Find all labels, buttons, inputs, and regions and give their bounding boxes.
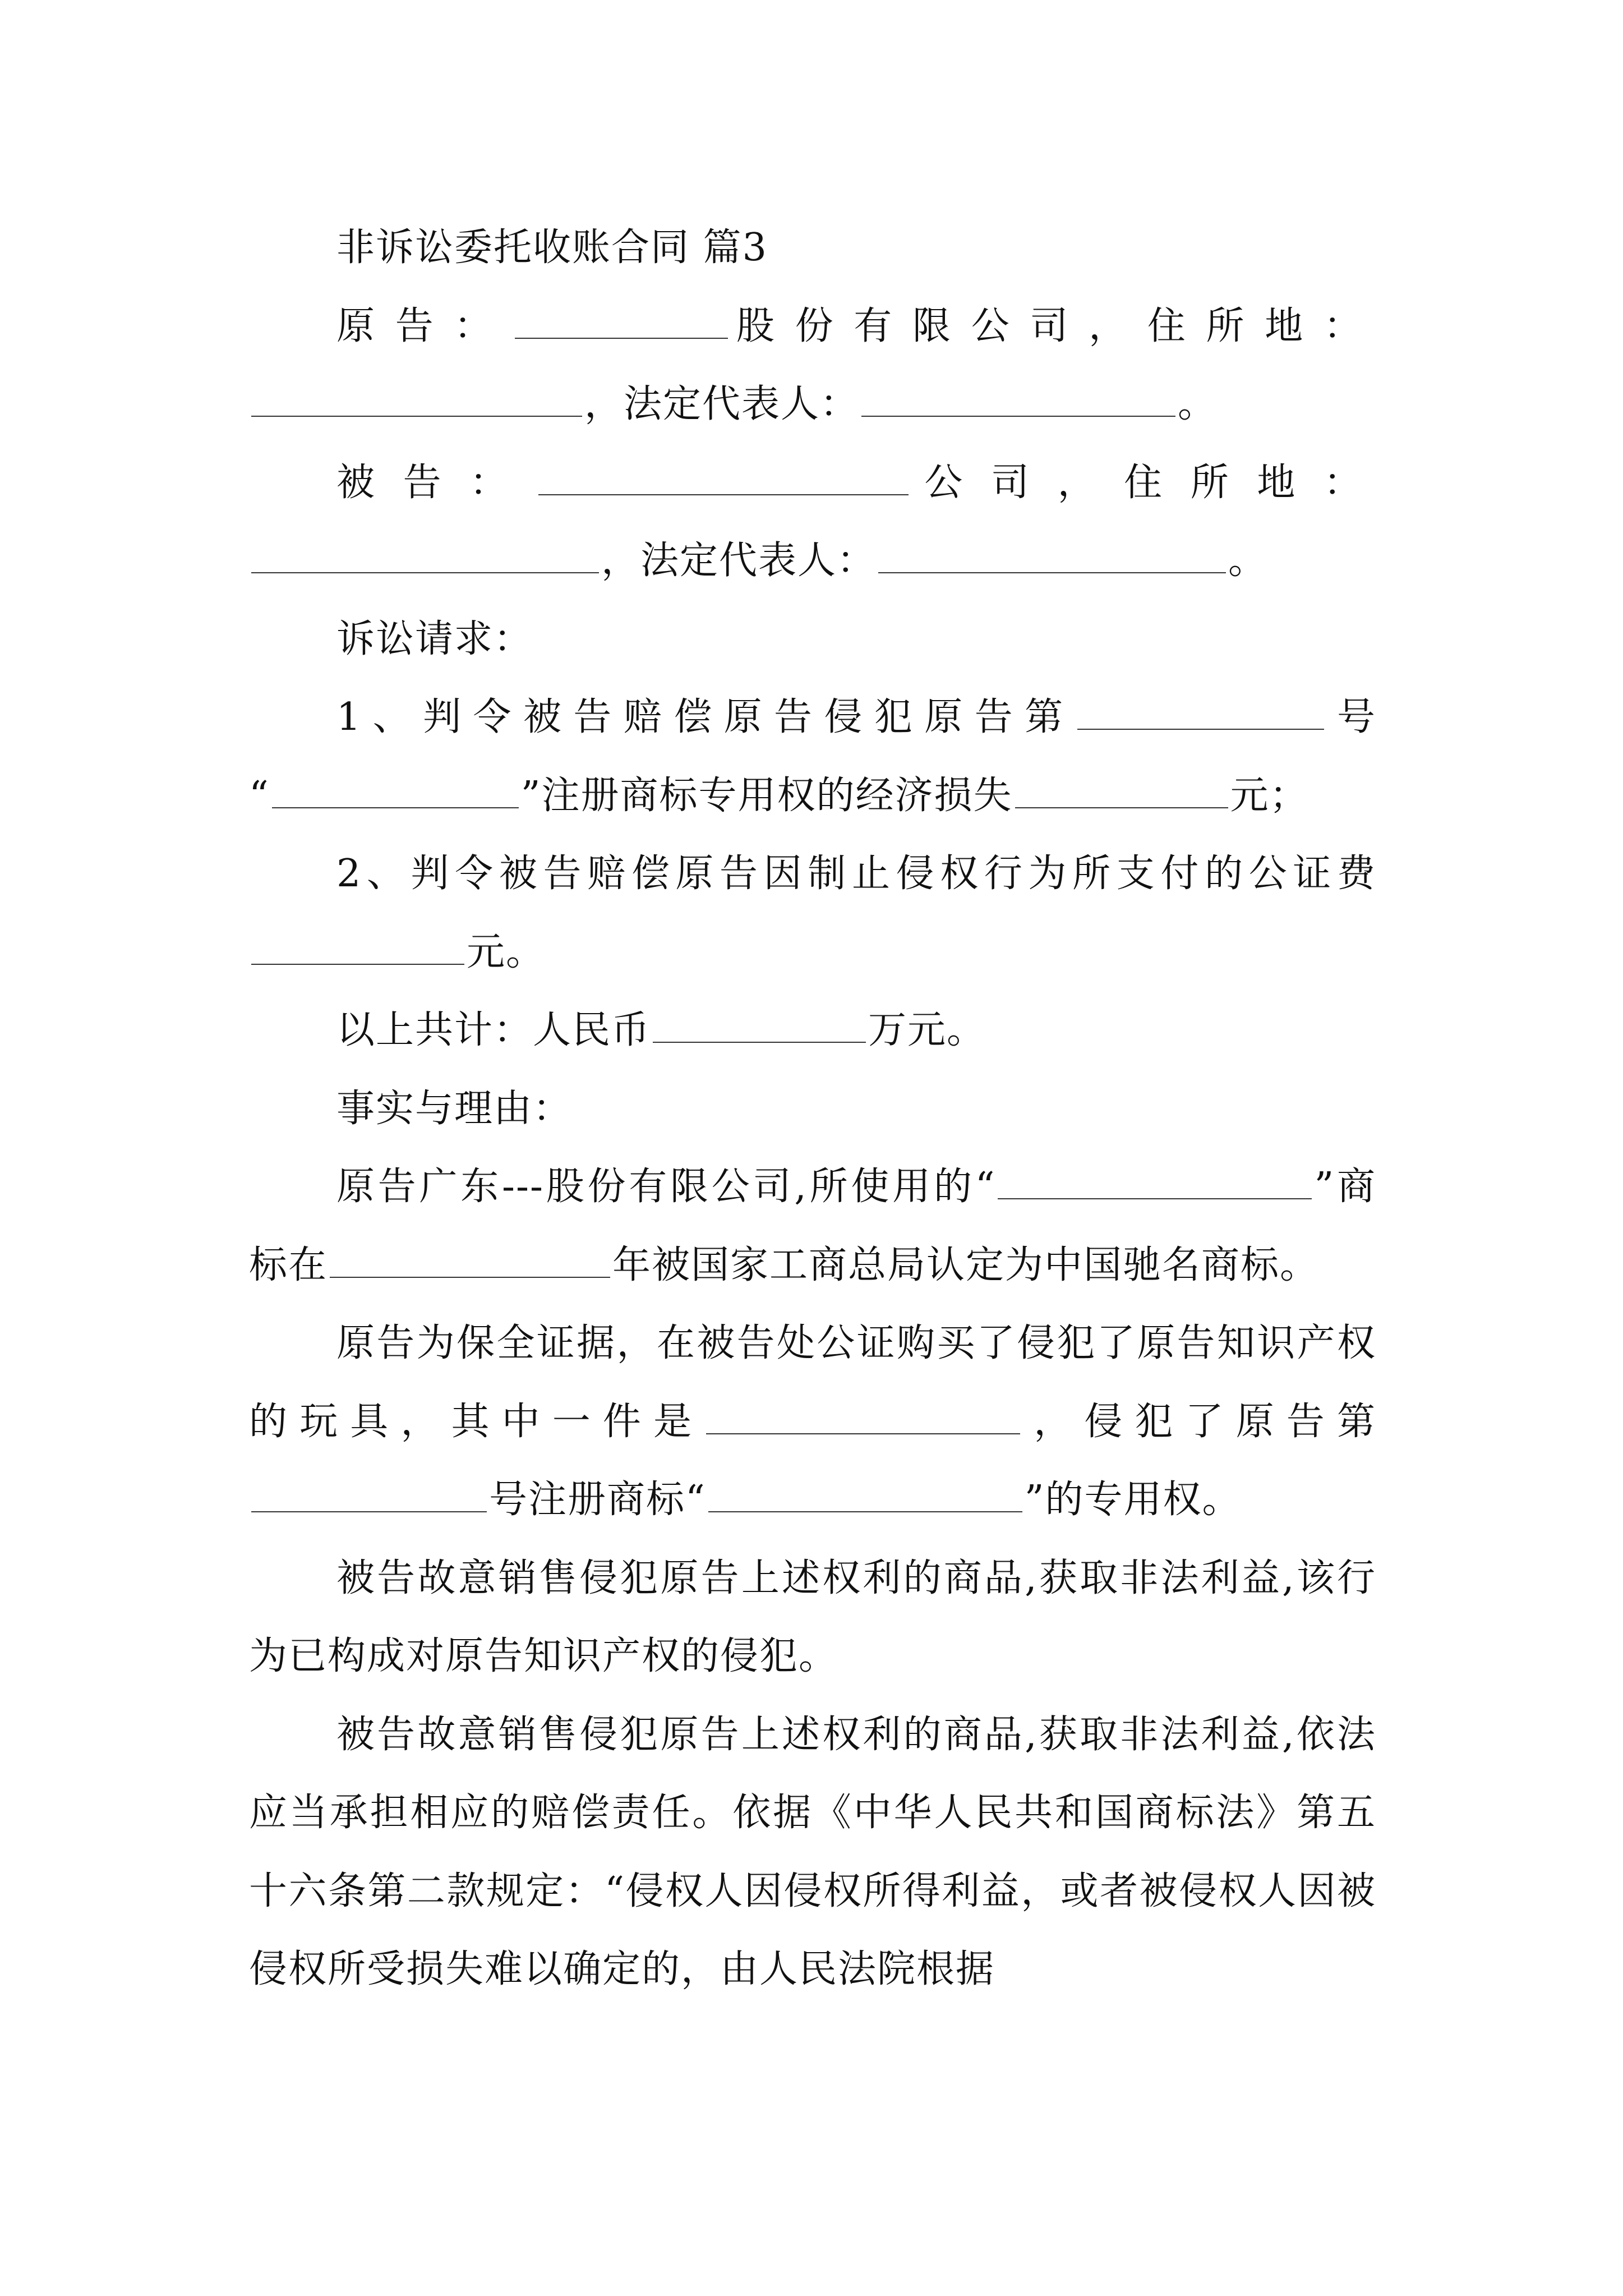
claim-1-amount-blank (1015, 783, 1228, 808)
defendant-line-2 (249, 522, 1376, 600)
defendant-address-blank (251, 549, 599, 573)
plaintiff-end: 。 (1178, 382, 1218, 426)
claim-1-line-1 (249, 678, 1376, 757)
claim-1-loss-text: ”注册商标专用权的经济损失 (520, 773, 1013, 818)
facts-p2-text-d: ”的专用权。 (1024, 1478, 1242, 1522)
claim-1-text: 1、判令被告赔偿原告侵犯原告第 (336, 695, 1075, 739)
facts-p1-trademark-blank (998, 1175, 1312, 1199)
defendant-label: 被告： (336, 460, 536, 505)
facts-heading: 事实与理由： (336, 1086, 573, 1131)
claim-1-number-suffix: 号 (1326, 695, 1376, 739)
facts-p2-text-c: 号注册商标“ (489, 1478, 706, 1522)
defendant-company-blank (538, 470, 909, 495)
document-body (249, 209, 1376, 2009)
facts-paragraph-4: 被告故意销售侵犯原告上述权利的商品,获取非法利益,依法应当承担相应的赔偿责任。依据《中华人民共和国商标法》第五十六条第二款规定：“侵权人因侵权所得利益，或者被侵权人因被侵权所受损失难以确定的，由人民法院根据 (249, 1712, 1376, 1991)
plaintiff-rep-label: ，法定代表人： (584, 382, 860, 426)
facts-p2-number-blank (251, 1488, 487, 1512)
facts-p1-text-a: 原告广东---股份有限公司,所使用的“ (336, 1165, 996, 1209)
defendant-rep-label: ，法定代表人： (601, 539, 877, 583)
claim-1-unit: 元； (1230, 773, 1309, 818)
claim-2-unit: 元。 (467, 930, 546, 974)
claim-1-number-blank (1077, 705, 1324, 730)
plaintiff-address-blank (251, 392, 582, 417)
document-title: 非诉讼委托收账合同 篇3 (336, 226, 768, 270)
claim-2 (249, 835, 1376, 991)
plaintiff-line-2 (249, 365, 1376, 444)
plaintiff-company-suffix: 股份有限公司，住所地： (730, 303, 1376, 348)
plaintiff-company-blank (515, 314, 728, 338)
facts-p1-year-blank (330, 1253, 610, 1277)
claims-total (249, 991, 1376, 1070)
defendant-line-1 (249, 444, 1376, 522)
facts-p2-trademark-blank (708, 1488, 1022, 1512)
facts-p2-item-blank (706, 1409, 1020, 1434)
claim-1-trademark-blank (272, 783, 519, 808)
facts-paragraph-2 (249, 1304, 1376, 1539)
claims-heading: 诉讼请求： (336, 616, 533, 661)
plaintiff-line-1 (249, 287, 1376, 366)
facts-paragraph-1 (249, 1148, 1376, 1304)
total-label: 以上共计：人民币 (336, 1008, 651, 1052)
plaintiff-rep-blank (861, 392, 1175, 417)
claim-2-amount-blank (251, 940, 464, 964)
facts-paragraph-3: 被告故意销售侵犯原告上述权利的商品,获取非法利益,该行为已构成对原告知识产权的侵犯。 (249, 1556, 1376, 1678)
defendant-rep-blank (878, 549, 1226, 573)
defendant-end: 。 (1228, 539, 1268, 583)
total-amount-blank (653, 1018, 866, 1043)
claim-1-line-2 (249, 757, 1376, 835)
facts-p2-text-a: 原告为保全证据，在被告处公证购买了侵犯了原告知识产权的玩具，其中一件是 (249, 1321, 1376, 1444)
facts-p1-text-b: ”商标在 (249, 1165, 1377, 1287)
facts-p1-text-c: 年被国家工商总局认定为中国驰名商标。 (612, 1243, 1320, 1287)
claim-2-text: 2、判令被告赔偿原告因制止侵权行为所支付的公证费 (336, 852, 1376, 896)
total-unit: 万元。 (868, 1008, 986, 1052)
facts-p2-text-b: ，侵犯了原告第 (1022, 1399, 1376, 1444)
defendant-company-suffix: 公司，住所地： (910, 460, 1376, 505)
plaintiff-label: 原告： (336, 303, 513, 348)
claim-1-quote-open: “ (249, 773, 270, 818)
